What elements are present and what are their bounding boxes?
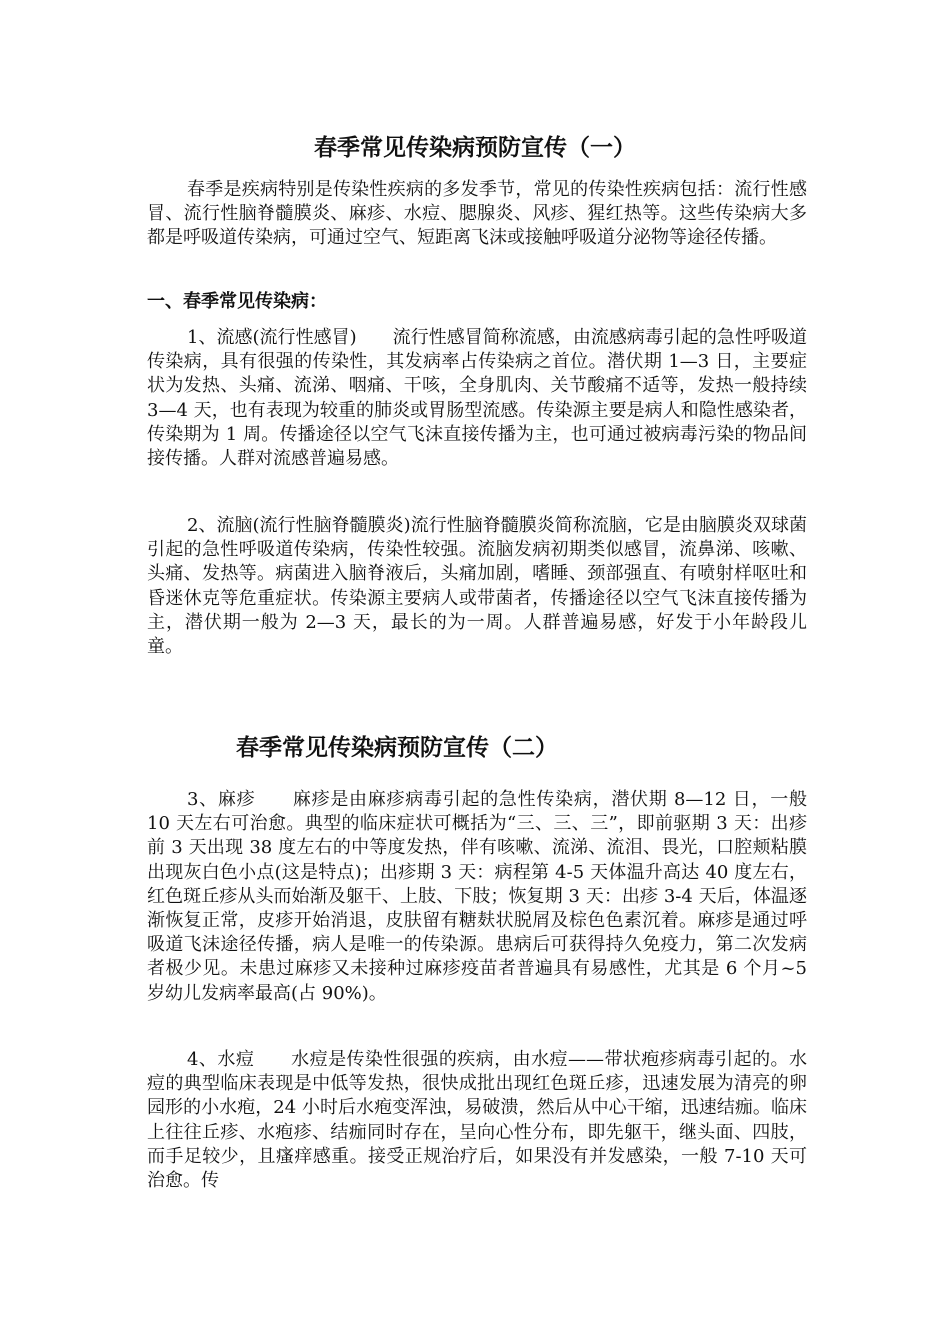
paragraph-chickenpox: 4、水痘 水痘是传染性很强的疾病，由水痘——带状疱疹病毒引起的。水痘的典型临床表现是中低等发热，很快成批出现红色斑丘疹，迅速发展为清亮的卵园形的小水疱，24 小时后水疱变浑浊，易破溃，然后从中心干缩，迅速结痂。临床上往往丘疹、水疱疹、结痂同时存在，呈向心性分布，即先躯干，继头面、四肢，而手足较少，且瘙痒感重。接受正规治疗后，如果没有并发感染，一般 7-10 天可治愈。传 [147,1049,807,1192]
intro-paragraph: 春季是疾病特别是传染性疾病的多发季节，常见的传染性疾病包括：流行性感冒、流行性脑脊髓膜炎、麻疹、水痘、腮腺炎、风疹、猩红热等。这些传染病大多都是呼吸道传染病，可通过空气、短距离飞沫或接触呼吸道分泌物等途径传播。 [147,179,807,249]
paragraph-influenza: 1、流感(流行性感冒) 流行性感冒简称流感，由流感病毒引起的急性呼吸道传染病，具有很强的传染性，其发病率占传染病之首位。潜伏期 1—3 日，主要症状为发热、头痛、流涕、咽痛、干咳，全身肌肉、关节酸痛不适等，发热一般持续 3—4 天，也有表现为较重的肺炎或胃肠型流感。传染源主要是病人和隐性感染者，传染期为 1 周。传播途径以空气飞沫直接传播为主，也可通过被病毒污染的物品间接传播。人群对流感普遍易感。 [147,327,807,470]
paragraph-measles: 3、麻疹 麻疹是由麻疹病毒引起的急性传染病，潜伏期 8—12 日，一般 10 天左右可治愈。典型的临床症状可概括为“三、三、三”，即前驱期 3 天：出疹前 3 天出现 38 度左右的中等度发热，伴有咳嗽、流涕、流泪、畏光，口腔颊粘膜出现灰白色小点(这是特点)；出疹期 3 天：病程第 4-5 天体温升高达 40 度左右，红色斑丘疹从头而始渐及躯干、上肢、下肢；恢复期 3 天：出疹 3-4 天后，体温逐渐恢复正常，皮疹开始消退，皮肤留有糖麸状脱屑及棕色色素沉着。麻疹是通过呼吸道飞沫途径传播，病人是唯一的传染源。患病后可获得持久免疫力，第二次发病者极少见。未患过麻疹又未接种过麻疹疫苗者普遍具有易感性，尤其是 6 个月~5 岁幼儿发病率最高(占 90%)。 [147,789,807,1004]
section-heading-common-diseases: 一、春季常见传染病： [147,291,327,312]
document-title-2: 春季常见传染病预防宣传（二） [236,735,558,761]
paragraph-meningitis: 2、流脑(流行性脑脊髓膜炎)流行性脑脊髓膜炎简称流脑，它是由脑膜炎双球菌引起的急性呼吸道传染病，传染性较强。流脑发病初期类似感冒，流鼻涕、咳嗽、头痛、发热等。病菌进入脑脊液后，头痛加剧，嗜睡、颈部强直、有喷射样呕吐和昏迷休克等危重症状。传染源主要病人或带菌者，传播途径以空气飞沫直接传播为主，潜伏期一般为 2—3 天，最长的为一周。人群普遍易感，好发于小年龄段儿童。 [147,515,807,658]
document-title-1: 春季常见传染病预防宣传（一） [314,135,636,161]
